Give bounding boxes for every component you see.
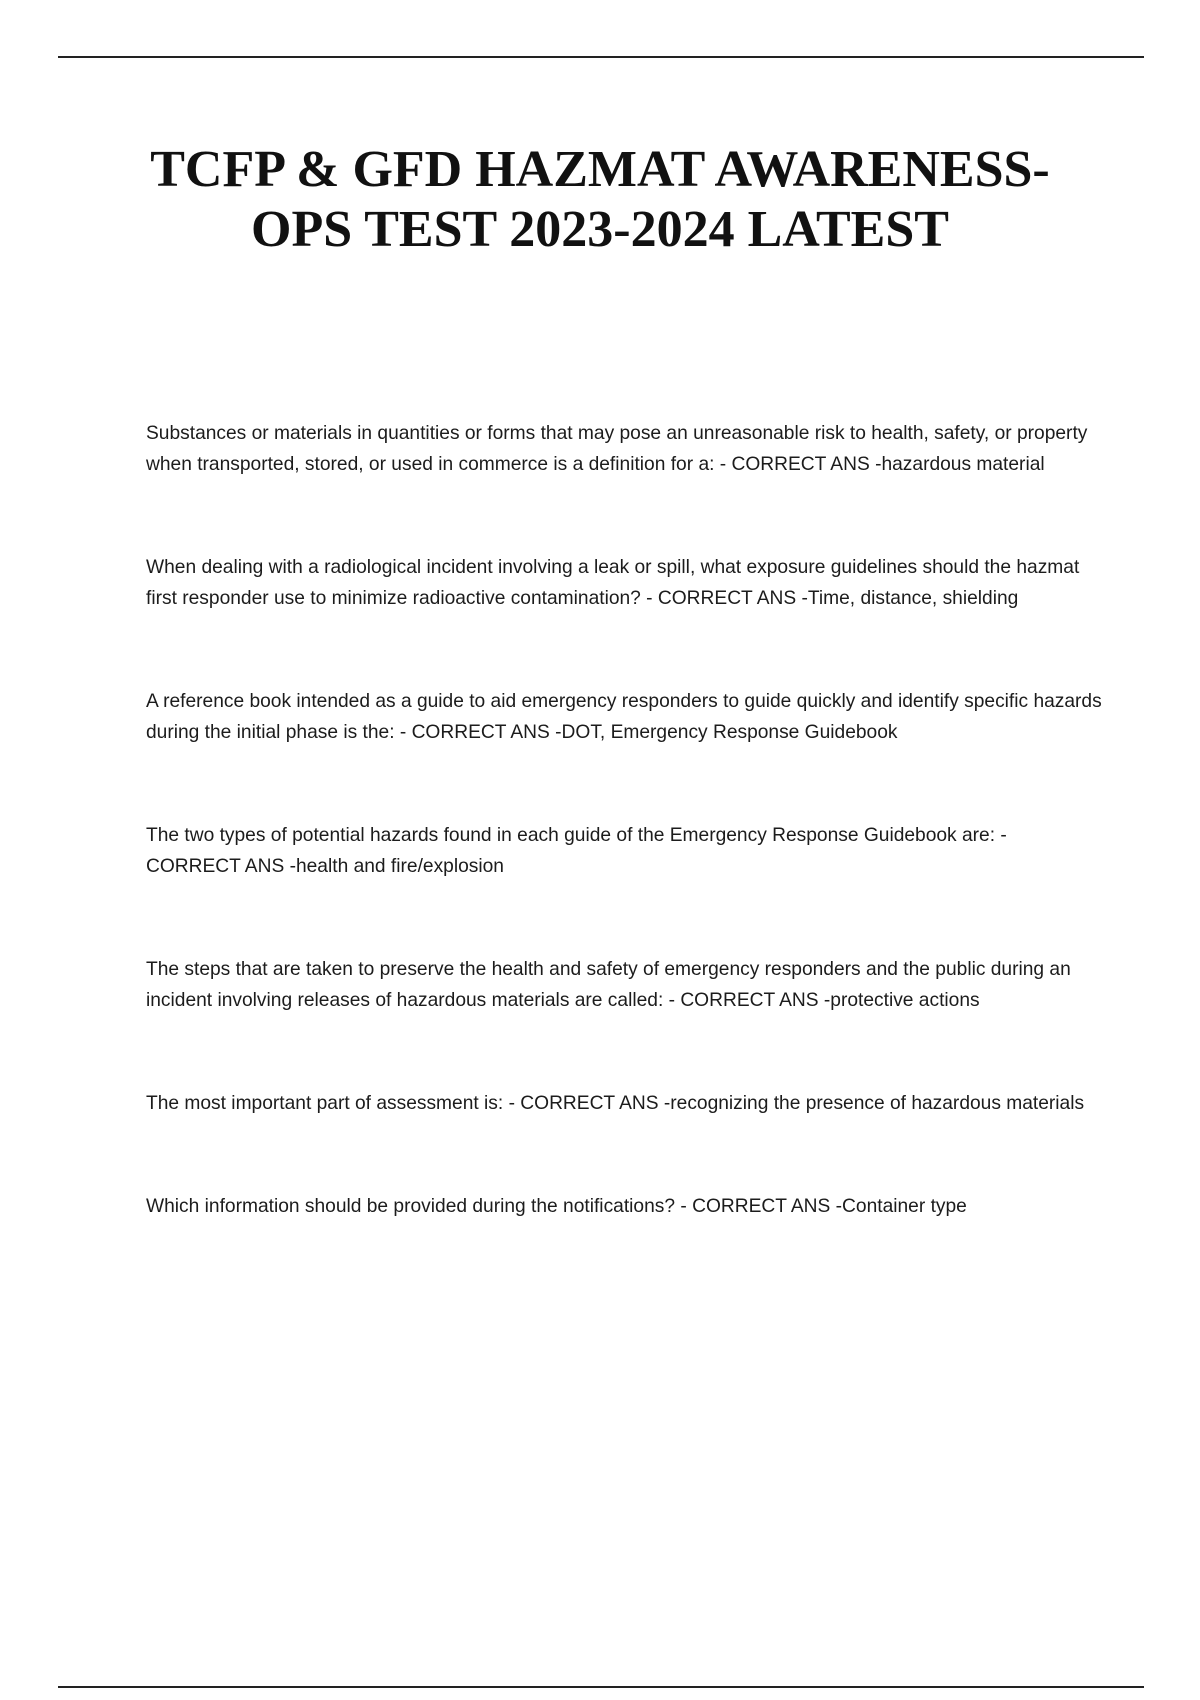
question-answer-item: A reference book intended as a guide to aid emergency responders to guide quickly and identify specific hazards during the initial phase is the: - CORRECT ANS -DOT, Emergency Response Guidebook bbox=[146, 691, 1102, 743]
bottom-rule bbox=[58, 1686, 1144, 1688]
document-title bbox=[90, 140, 1110, 260]
question-answer-item: Which information should be provided during the notifications? - CORRECT ANS -Container type bbox=[146, 1196, 967, 1217]
question-answer-item: Substances or materials in quantities or forms that may pose an unreasonable risk to health, safety, or property when transported, stored, or used in commerce is a definition for a: - CORRECT ANS -hazardous material bbox=[146, 423, 1088, 475]
question-answer-item: When dealing with a radiological incident involving a leak or spill, what exposure guidelines should the hazmat first responder use to minimize radioactive contamination? - CORRECT ANS -Time, distance, shielding bbox=[146, 557, 1080, 609]
title-line-2: OPS TEST 2023-2024 LATEST bbox=[251, 201, 949, 258]
question-answer-item: The most important part of assessment is: - CORRECT ANS -recognizing the presence of hazardous materials bbox=[146, 1093, 1085, 1114]
title-line-1: TCFP & GFD HAZMAT AWARENESS- bbox=[150, 141, 1050, 198]
question-answer-item: The steps that are taken to preserve the health and safety of emergency responders and the public during an incident involving releases of hazardous materials are called: - CORRECT ANS -protective actions bbox=[146, 959, 1071, 1011]
top-rule bbox=[58, 56, 1144, 58]
question-answer-list bbox=[146, 418, 1106, 1222]
question-answer-item: The two types of potential hazards found in each guide of the Emergency Response Guidebook are: - CORRECT ANS -health and fire/explosion bbox=[146, 825, 1007, 877]
